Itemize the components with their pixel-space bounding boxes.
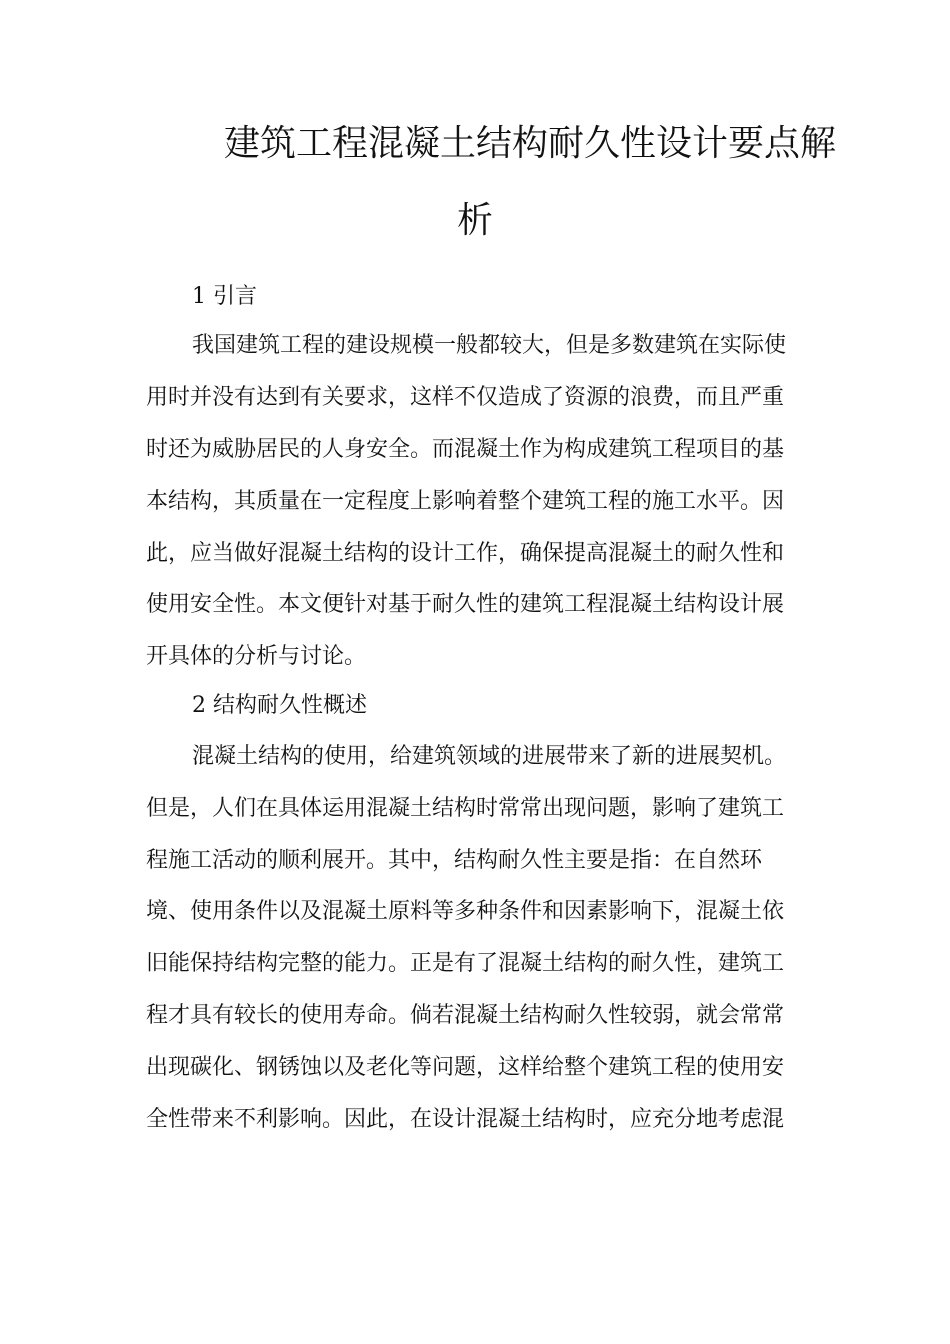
- paragraph-line: 出现碳化、钢锈蚀以及老化等问题，这样给整个建筑工程的使用安: [146, 1055, 785, 1080]
- paragraph-line: 我国建筑工程的建设规模一般都较大，但是多数建筑在实际使: [192, 333, 787, 358]
- paragraph-line: 程才具有较长的使用寿命。倘若混凝土结构耐久性较弱，就会常常: [146, 1003, 785, 1028]
- paragraph-line: 开具体的分析与讨论。: [146, 644, 367, 669]
- paragraph-line: 旧能保持结构完整的能力。正是有了混凝土结构的耐久性，建筑工: [146, 951, 785, 976]
- paragraph-line: 使用安全性。本文便针对基于耐久性的建筑工程混凝土结构设计展: [146, 592, 785, 617]
- paragraph-line: 程施工活动的顺利展开。其中，结构耐久性主要是指：在自然环: [146, 848, 763, 873]
- document-title-line-2: 析: [457, 200, 494, 241]
- paragraph-line: 混凝土结构的使用，给建筑领域的进展带来了新的进展契机。: [192, 744, 787, 769]
- section-heading-introduction: 1 引言: [192, 284, 257, 309]
- paragraph-line: 本结构，其质量在一定程度上影响着整个建筑工程的施工水平。因: [146, 489, 785, 514]
- paragraph-line: 用时并没有达到有关要求，这样不仅造成了资源的浪费，而且严重: [146, 385, 785, 410]
- paragraph-line: 境、使用条件以及混凝土原料等多种条件和因素影响下，混凝土依: [146, 899, 785, 924]
- paragraph-line: 此，应当做好混凝土结构的设计工作，确保提高混凝土的耐久性和: [146, 541, 785, 566]
- section-heading-structure-durability: 2 结构耐久性概述: [192, 693, 367, 718]
- document-title-line-1: 建筑工程混凝土结构耐久性设计要点解: [224, 123, 837, 164]
- paragraph-line: 但是，人们在具体运用混凝土结构时常常出现问题，影响了建筑工: [146, 796, 785, 821]
- paragraph-line: 全性带来不利影响。因此，在设计混凝土结构时，应充分地考虑混: [146, 1107, 785, 1132]
- paragraph-line: 时还为威胁居民的人身安全。而混凝土作为构成建筑工程项目的基: [146, 437, 785, 462]
